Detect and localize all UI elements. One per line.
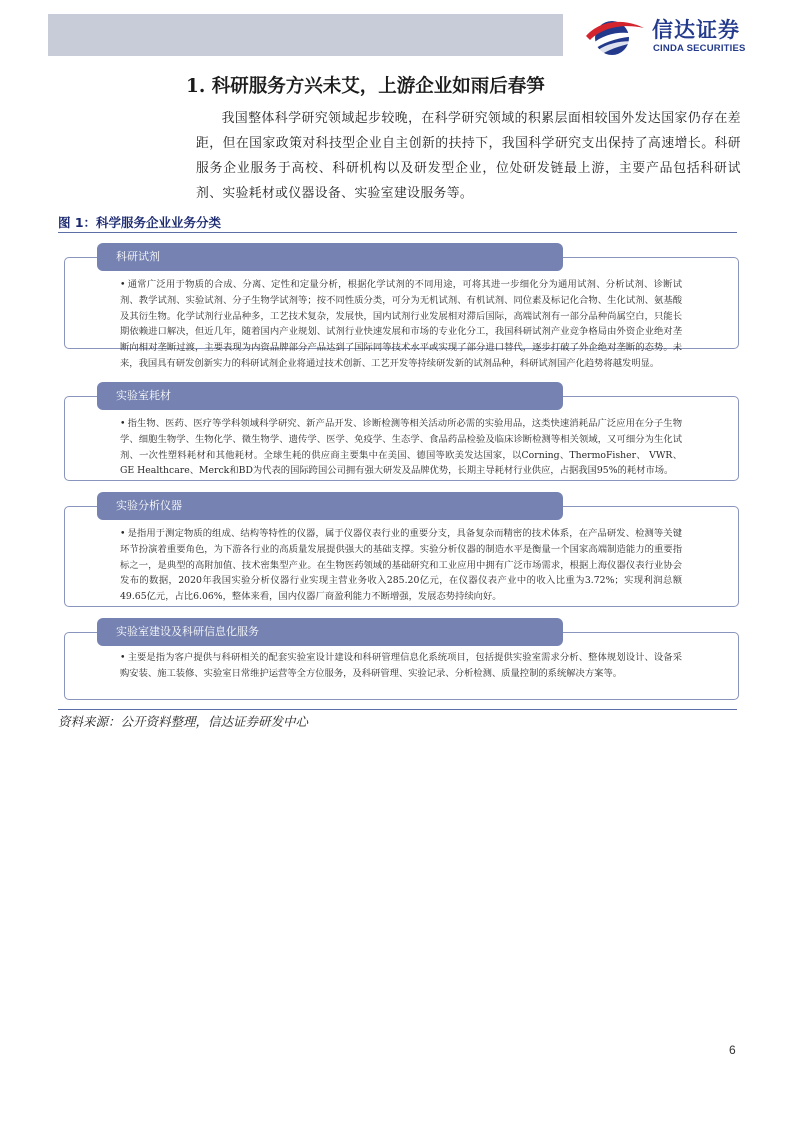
bullet: • [120, 652, 126, 663]
company-logo[interactable] [580, 12, 780, 58]
figure-bottom-rule [58, 709, 737, 710]
page-number: 6 [729, 1043, 736, 1057]
category-body: 是指用于测定物质的组成、结构等特性的仪器，属于仪器仪表行业的重要分支，具备复杂而精密的技术体系，在产品研发、检测等关键环节扮演着重要角色，为下游各行业的高质量发展提供强大的基础支撑。实验分析仪器的制造水平是衡量一个国家高端制造能力的重要指标之一，是典型的高附加值、技术密集型产业。在生物医药领域的基础研究和工业应用中拥有广泛市场需求，根据上海仪器仪表行业协会发布的数据，2020年我国实验分析仪器行业实现主营业务收入285.20亿元，在仪器仪表产业中的收入比重为3.72%；实现利润总额49.65亿元，占比6.06%，整体来看，国内仪器厂商盈利能力不断增强，发展态势持续向好。 [120, 528, 682, 603]
bullet: • [120, 528, 126, 539]
category-heading-reagents: 科研试剂 [97, 243, 563, 271]
bullet: • [120, 279, 126, 290]
figure-top-rule [58, 232, 737, 233]
category-text-reagents [120, 277, 682, 372]
logo-text-cn: 信达证券 [652, 18, 740, 42]
category-heading-lab-construction: 实验室建设及科研信息化服务 [97, 618, 563, 646]
category-text-consumables [120, 416, 682, 479]
category-body: 通常广泛用于物质的合成、分离、定性和定量分析，根据化学试剂的不同用途，可将其进一步细化分为通用试剂、分析试剂、诊断试剂、教学试剂、实验试剂、分子生物学试剂等；按不同性质分类，可分为无机试剂、有机试剂、同位素及标记化合物、生化试剂、氨基酸及其衍生物。化学试剂行业品种多，工艺技术复杂，发展快，国内试剂行业发展相对滞后国际，高端试剂有一部分品种尚属空白，只能长期依赖进口解决，但近几年，随着国内产业规划、试剂行业快速发展和市场的专业化分工，我国科研试剂产业竞争格局由外资企业绝对垄断向相对垄断过渡，主要表现为内资品牌部分产品达到了国际同等技术水平或实现了部分进口替代，逐步打破了外企绝对垄断的态势。未来，我国具有研发创新实力的科研试剂企业将通过技术创新、工艺开发等持续研发新的试剂品种，科研试剂国产化趋势将越发明显。 [120, 279, 682, 369]
category-body: 指生物、医药、医疗等学科领域科学研究、新产品开发、诊断检测等相关活动所必需的实验用品，这类快速消耗品广泛应用在分子生物学、细胞生物学、生物化学、微生物学、遗传学、医学、免疫学、生态学、食品药品检验及临床诊断检测等相关领域，又可细分为生化试剂、一次性塑料耗材和其他耗材。全球生耗的供应商主要集中在美国、德国等欧美发达国家，以Corning、ThermoFisher、 VWR、GE Healthcare、Merck和BD为代表的国际跨国公司拥有强大研发及品牌优势，长期主导耗材行业供应，占据我国95%的耗材市场。 [120, 418, 682, 477]
category-body: 主要是指为客户提供与科研相关的配套实验室设计建设和科研管理信息化系统项目，包括提供实验室需求分析、整体规划设计、设备采购安装、施工装修、实验室日常维护运营等全方位服务，及科研管理、实验记录、分析检测、质量控制的系统解决方案等。 [120, 652, 682, 679]
category-heading-instruments: 实验分析仪器 [97, 492, 563, 520]
category-text-instruments [120, 526, 682, 605]
category-text-lab-construction [120, 650, 682, 682]
figure-source: 资料来源：公开资料整理，信达证券研发中心 [58, 714, 309, 729]
figure-title: 图 1：科学服务企业业务分类 [58, 215, 222, 230]
bullet: • [120, 418, 126, 429]
section-title: 1. 科研服务方兴未艾，上游企业如雨后春笋 [186, 76, 545, 97]
intro-paragraph: 我国整体科学研究领域起步较晚，在科学研究领域的积累层面相较国外发达国家仍存在差距，但在国家政策对科技型企业自主创新的扶持下，我国科学研究支出保持了高速增长。科研服务企业服务于高校、科研机构以及研发型企业，位处研发链最上游，主要产品包括科研试剂、实验耗材或仪器设备、实验室建设服务等。 [196, 111, 741, 201]
logo-text-en: CINDA SECURITIES [653, 43, 746, 54]
cinda-logo-icon [582, 16, 646, 56]
header-bar [48, 14, 563, 56]
category-heading-consumables: 实验室耗材 [97, 382, 563, 410]
